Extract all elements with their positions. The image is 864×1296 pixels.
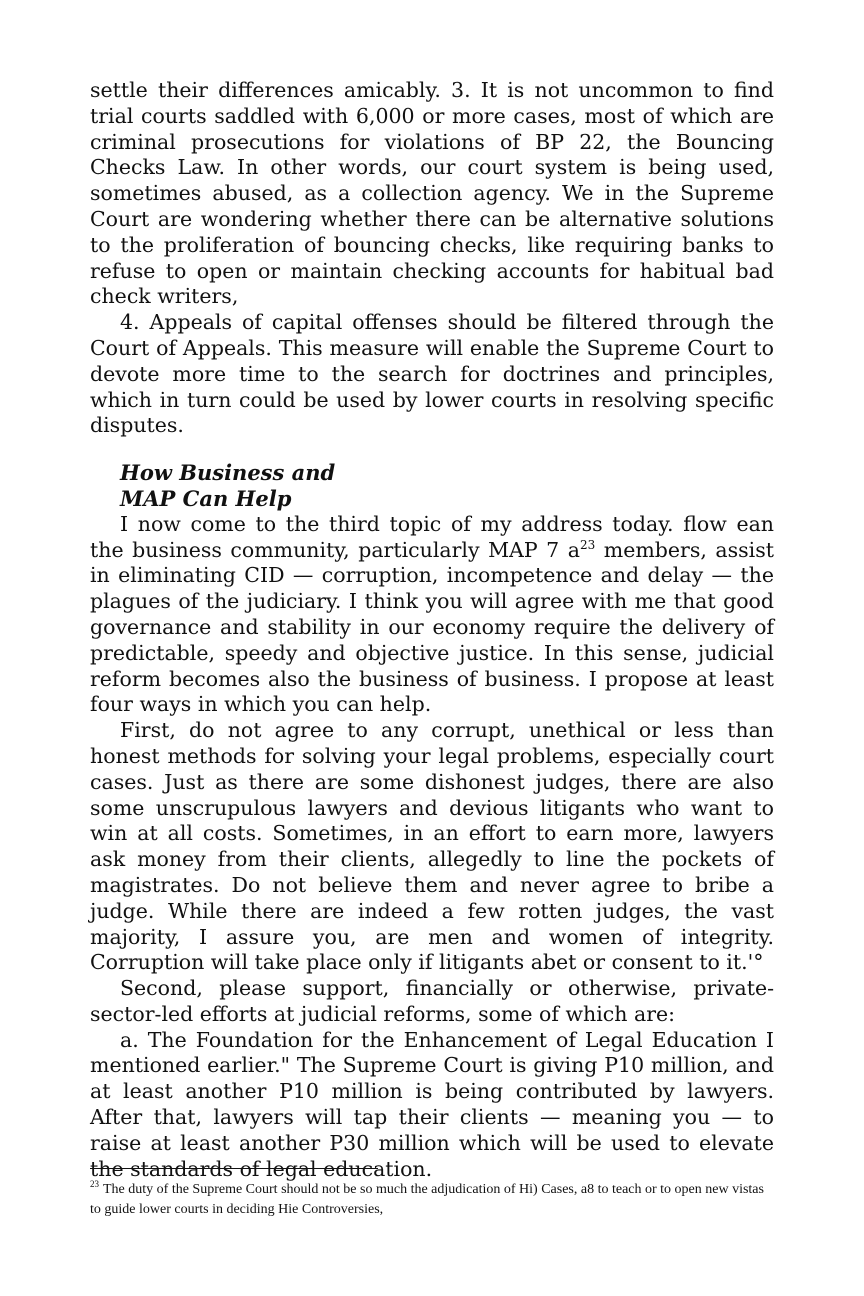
paragraph-third-topic — [90, 512, 774, 718]
paragraph-item-a: a. The Foundation for the Enhancement of Legal Education I mentioned earlier." The Supreme Court is giving P10 million, and at least another P10 million is being contributed by lawyers. After that, lawyers will tap their clients — meaning you — to raise at least another P30 million which will be used to elevate the standards of legal education. — [90, 1027, 774, 1181]
footnote-divider — [90, 1168, 378, 1169]
footnote — [90, 1180, 774, 1220]
section-heading — [120, 460, 774, 512]
paragraph-appeals: 4. Appeals of capital offenses should be filtered through the Court of Appeals. This measure will enable the Supreme Court to devote more time to the search for doctrines and principles, which in turn could be used by lower courts in resolving specific disputes. — [90, 310, 774, 438]
document-page — [90, 78, 774, 1182]
third-topic-text-start: I now come to the third topic of my address today. flow ean the business community, particularly MAP 7 a — [90, 511, 774, 562]
footnote-mark: 23 — [90, 1179, 99, 1190]
third-topic-text-end: members, assist in eliminating CID — corruption, incompetence and delay — the plagues of the judiciary. I think you will agree with me that good governance and stability in our economy require the delivery of predictable, speedy and objective justice. In this sense, judicial reform becomes also the business of business. I propose at least four ways in which you can help. — [90, 537, 774, 717]
paragraph-continued: settle their differences amicably. 3. It is not uncommon to find trial courts saddled with 6,000 or more cases, most of which are criminal prosecutions for violations of BP 22, the Bouncing Checks Law. In other words, our court system is being used, sometimes abused, as a collection agency. We in the Supreme Court are wondering whether there can be alternative solutions to the proliferation of bouncing checks, like requiring banks to refuse to open or maintain checking accounts for habitual bad check writers, — [90, 78, 774, 309]
footnote-reference: 23 — [579, 537, 596, 552]
paragraph-second-way: Second, please support, financially or otherwise, private-sector-led efforts at judicial reforms, some of which are: — [90, 976, 774, 1026]
section-heading-line-1: How Business and — [120, 460, 336, 486]
footnote-text: The duty of the Supreme Court should not be so much the adjudication of Hi) Cases, a8 to teach or to open new vistas to guide lower courts in deciding Hie Controversies, — [90, 1182, 764, 1217]
section-heading-line-2: MAP Can Help — [120, 485, 292, 511]
paragraph-first-way: First, do not agree to any corrupt, unethical or less than honest methods for solving your legal problems, especially court cases. Just as there are some dishonest judges, there are also some unscrupulous lawyers and devious litigants who want to win at all costs. Sometimes, in an effort to earn more, lawyers ask money from their clients, allegedly to line the pockets of magistrates. Do not believe them and never agree to bribe a judge. While there are indeed a few rotten judges, the vast majority, I assure you, are men and women of integrity. Corruption will take place only if litigants abet or consent to it.'° — [90, 718, 774, 975]
